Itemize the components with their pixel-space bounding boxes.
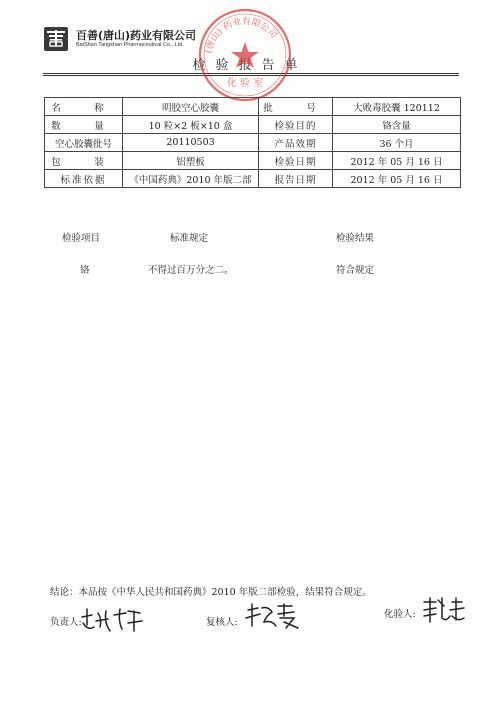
reviewer-signature-image bbox=[244, 602, 306, 632]
label-name: 名 称 bbox=[45, 98, 123, 116]
result-standard-chromium: 不得过百万分之二。 bbox=[148, 265, 234, 276]
label-capsule-batch: 空心胶囊批号 bbox=[45, 134, 123, 152]
table-row bbox=[45, 152, 461, 170]
red-seal-stamp bbox=[196, 6, 294, 104]
tester-signature-image bbox=[420, 596, 466, 626]
label-test-date: 检验日期 bbox=[259, 152, 333, 170]
info-table bbox=[44, 97, 461, 188]
results-header-item: 检验项目 bbox=[62, 233, 101, 244]
document-title: 检验报告单 bbox=[192, 58, 308, 73]
responsible-signature-image bbox=[78, 605, 148, 637]
conclusion-text: 结论：本品按《中华人民共和国药典》2010 年版二部检验，结果符合规定。 bbox=[50, 587, 372, 598]
table-row bbox=[45, 134, 461, 152]
stamp-bottom-text: 化 验 室 bbox=[226, 78, 264, 89]
responsible-label: 负责人: bbox=[50, 617, 82, 628]
stamp-star-icon bbox=[231, 42, 259, 68]
results-header-result: 检验结果 bbox=[336, 233, 375, 244]
value-quantity: 10 粒×2 板×10 盒 bbox=[123, 116, 259, 134]
value-capsule-batch: 20110503 bbox=[123, 134, 259, 152]
result-value-chromium: 符合规定 bbox=[336, 265, 375, 276]
company-name-cn: 百善(唐山)药业有限公司 bbox=[76, 29, 197, 42]
label-batch: 批 号 bbox=[259, 98, 333, 116]
value-purpose: 铬含量 bbox=[333, 116, 461, 134]
results-header-standard: 标准规定 bbox=[170, 233, 209, 244]
value-report-date: 2012 年 05 月 16 日 bbox=[333, 170, 461, 188]
value-packaging: 铝塑板 bbox=[123, 152, 259, 170]
tester-label: 化验人: bbox=[384, 609, 416, 620]
table-row bbox=[45, 170, 461, 188]
table-row bbox=[45, 116, 461, 134]
stamp-arc-text: (唐山) 药业有限公司 bbox=[204, 16, 279, 55]
label-standard-basis: 标准依据 bbox=[45, 170, 123, 188]
value-batch: 大败毒胶囊 120112 bbox=[333, 98, 461, 116]
value-standard-basis: 《中国药典》2010 年版二部 bbox=[123, 170, 259, 188]
result-item-chromium: 铬 bbox=[80, 265, 90, 276]
label-shelf-life: 产品效期 bbox=[259, 134, 333, 152]
value-test-date: 2012 年 05 月 16 日 bbox=[333, 152, 461, 170]
label-quantity: 数 量 bbox=[45, 116, 123, 134]
value-name: 明胶空心胶囊 bbox=[123, 98, 259, 116]
label-packaging: 包 装 bbox=[45, 152, 123, 170]
table-row bbox=[45, 98, 461, 116]
value-shelf-life: 36 个月 bbox=[333, 134, 461, 152]
label-purpose: 检验目的 bbox=[259, 116, 333, 134]
label-report-date: 报告日期 bbox=[259, 170, 333, 188]
reviewer-label: 复核人: bbox=[206, 617, 238, 628]
company-name-en: BaiShan Tangshan Pharmaceutical Co., Ltd. bbox=[76, 42, 184, 48]
company-logo-icon bbox=[44, 27, 68, 51]
